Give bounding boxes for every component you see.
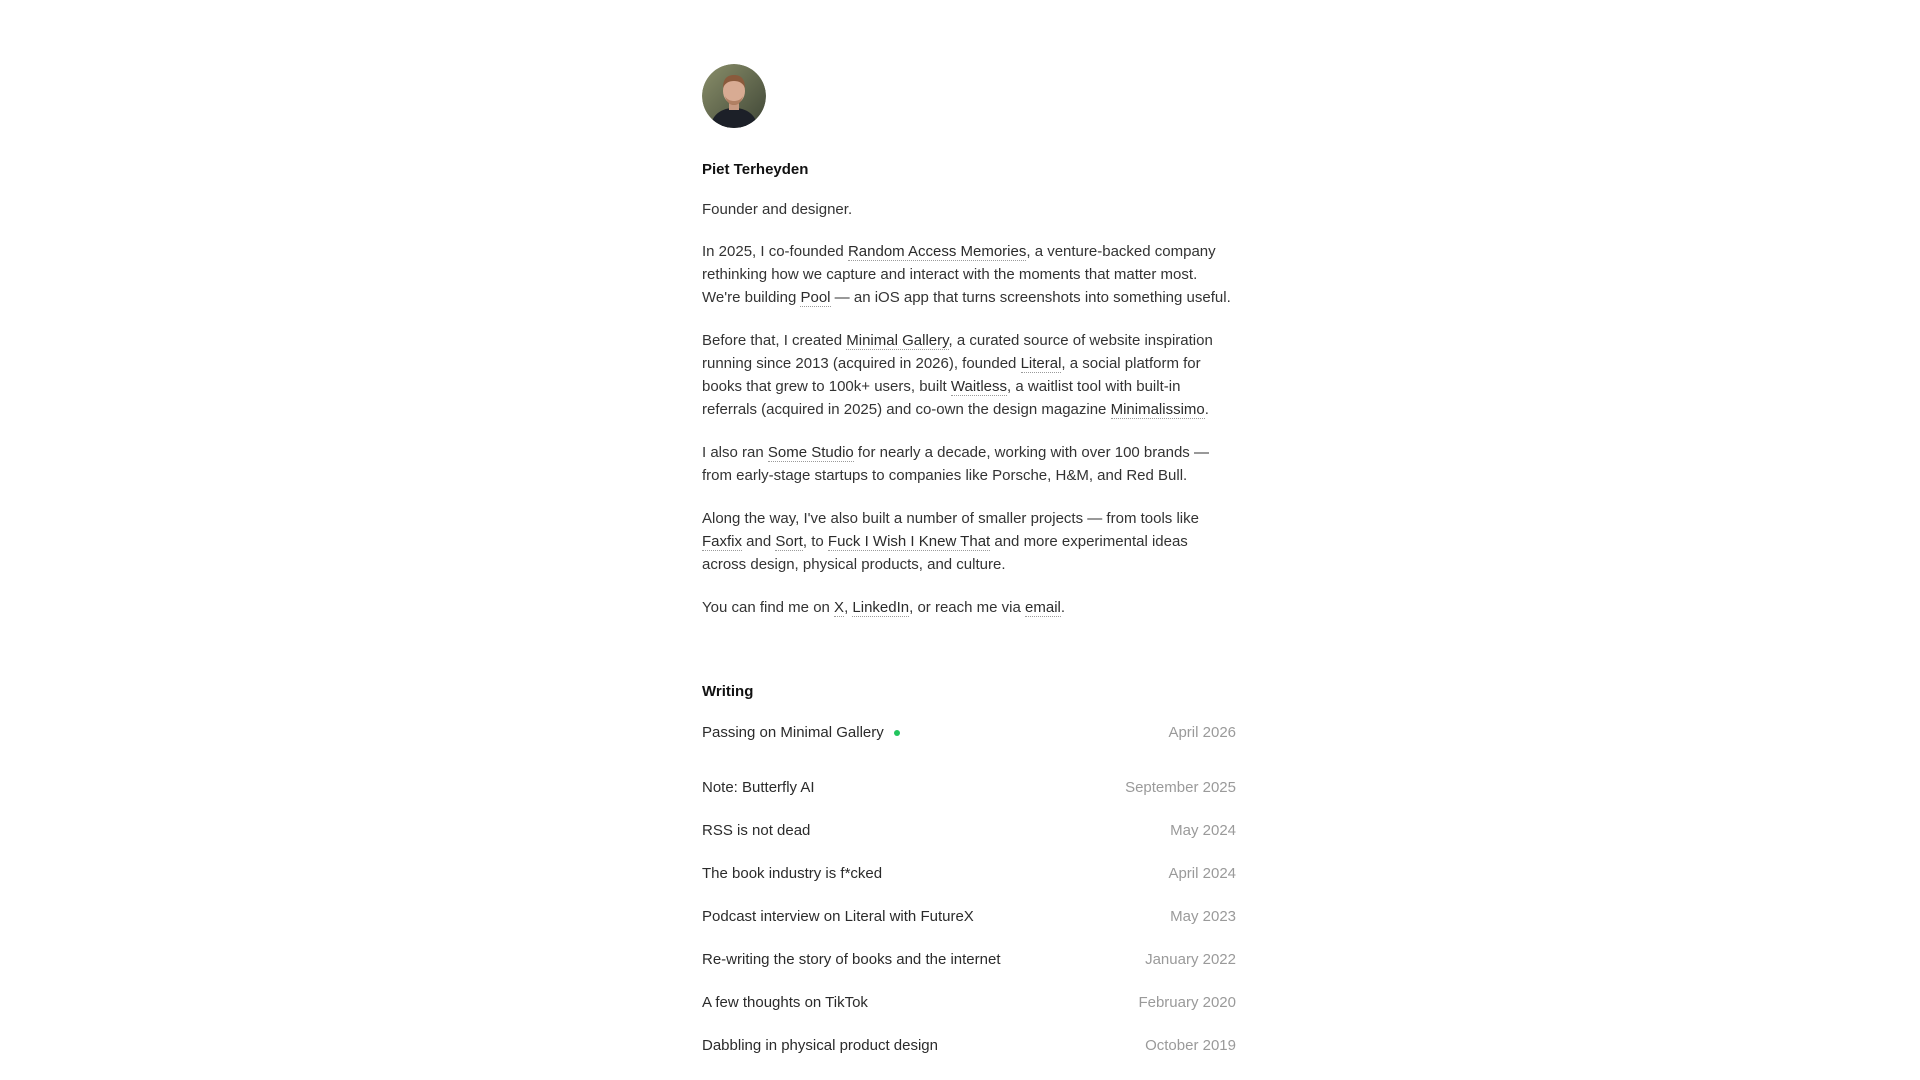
- link-email[interactable]: email: [1025, 599, 1061, 616]
- bio-text: , to: [802, 533, 828, 550]
- link-sort[interactable]: Sort: [775, 533, 803, 550]
- writing-item-title: Podcast interview on Literal with FutureX: [702, 907, 974, 925]
- bio-text: .: [1204, 401, 1209, 418]
- bio-text: Before that, I created: [702, 332, 847, 349]
- bio: [702, 198, 1236, 619]
- writing-item[interactable]: [702, 981, 1236, 1024]
- writing-section-title: Writing: [702, 683, 754, 700]
- writing-item-date: September 2025: [1125, 778, 1236, 796]
- writing-item[interactable]: [702, 809, 1236, 852]
- link-fuck-i-wish-i-knew-that[interactable]: Fuck I Wish I Knew That: [827, 533, 991, 550]
- link-random-access-memories[interactable]: Random Access Memories: [847, 243, 1027, 260]
- link-pool[interactable]: Pool: [800, 289, 831, 306]
- writing-item-date: May 2023: [1170, 907, 1236, 925]
- page-container: [702, 64, 1236, 1067]
- profile-name: Piet Terheyden: [702, 161, 809, 178]
- writing-item-date: May 2024: [1170, 821, 1236, 839]
- bio-text: — an iOS app that turns screenshots into something useful.: [830, 289, 1231, 306]
- writing-item-date: April 2024: [1168, 864, 1236, 882]
- bio-paragraph-ram: [702, 240, 1236, 309]
- bio-text: and more experimental ideas across design, physical products, and culture.: [702, 533, 1188, 573]
- writing-item-title: A few thoughts on TikTok: [702, 993, 868, 1011]
- bio-text: and: [742, 533, 776, 550]
- bio-paragraph-studio: [702, 441, 1236, 487]
- link-literal[interactable]: Literal: [1020, 355, 1062, 372]
- avatar: [702, 64, 766, 128]
- bio-text: In 2025, I co-founded: [702, 243, 848, 260]
- link-linkedin[interactable]: LinkedIn: [852, 599, 910, 616]
- writing-item-date: February 2020: [1138, 993, 1236, 1011]
- writing-item-title: The book industry is f*cked: [702, 864, 883, 882]
- bio-text: .: [1060, 599, 1066, 616]
- writing-item-date: January 2022: [1145, 950, 1236, 968]
- bio-text: You can find me on: [702, 599, 835, 616]
- bio-text: , a curated source of website inspiration running since 2013 (acquired in 2026), founded: [702, 332, 1213, 372]
- writing-item[interactable]: [702, 766, 1236, 809]
- writing-item[interactable]: [702, 895, 1236, 938]
- writing-item[interactable]: [702, 723, 1236, 743]
- bio-text: , a social platform for books that grew to 100k+ users, built: [702, 355, 1201, 395]
- writing-item-date: April 2026: [1168, 724, 1236, 741]
- writing-item-title: Note: Butterfly AI: [702, 778, 815, 796]
- link-x[interactable]: X: [834, 599, 845, 616]
- writing-item[interactable]: [702, 852, 1236, 895]
- bio-text: I also ran: [702, 444, 768, 461]
- new-indicator-dot: [894, 730, 900, 736]
- writing-item-title: RSS is not dead: [702, 821, 811, 839]
- writing-item-title: Dabbling in physical product design: [702, 1036, 938, 1054]
- writing-item-title-text: Passing on Minimal Gallery: [702, 724, 884, 741]
- bio-paragraph-projects: [702, 329, 1236, 421]
- writing-item[interactable]: [702, 1024, 1236, 1067]
- bio-text: , or reach me via: [909, 599, 1026, 616]
- tagline: Founder and designer.: [702, 201, 853, 218]
- writing-item-title: Re-writing the story of books and the internet: [702, 950, 1001, 968]
- writing-item[interactable]: [702, 938, 1236, 981]
- link-waitless[interactable]: Waitless: [950, 378, 1008, 395]
- link-some-studio[interactable]: Some Studio: [767, 444, 854, 461]
- bio-text: , a waitlist tool with built-in referrals (acquired in 2025) and co-own the design magazine: [702, 378, 1181, 418]
- writing-list: [702, 723, 1236, 1067]
- writing-item-title: [702, 723, 900, 743]
- bio-text: Along the way, I've also built a number of smaller projects — from tools like: [702, 510, 1199, 527]
- bio-text: for nearly a decade, working with over 100 brands — from early-stage startups to companies like Porsche, H&M, and Red Bull.: [702, 444, 1209, 484]
- link-minimal-gallery[interactable]: Minimal Gallery: [846, 332, 949, 349]
- link-faxfix[interactable]: Faxfix: [702, 533, 743, 550]
- bio-text: ,: [844, 599, 853, 616]
- bio-text: , a venture-backed company rethinking how we capture and interact with the moments that matter most. We're building: [702, 243, 1216, 306]
- bio-paragraph-contact: [702, 596, 1236, 619]
- bio-paragraph-side-projects: [702, 507, 1236, 576]
- writing-item-date: October 2019: [1145, 1036, 1236, 1054]
- link-minimalissimo[interactable]: Minimalissimo: [1110, 401, 1205, 418]
